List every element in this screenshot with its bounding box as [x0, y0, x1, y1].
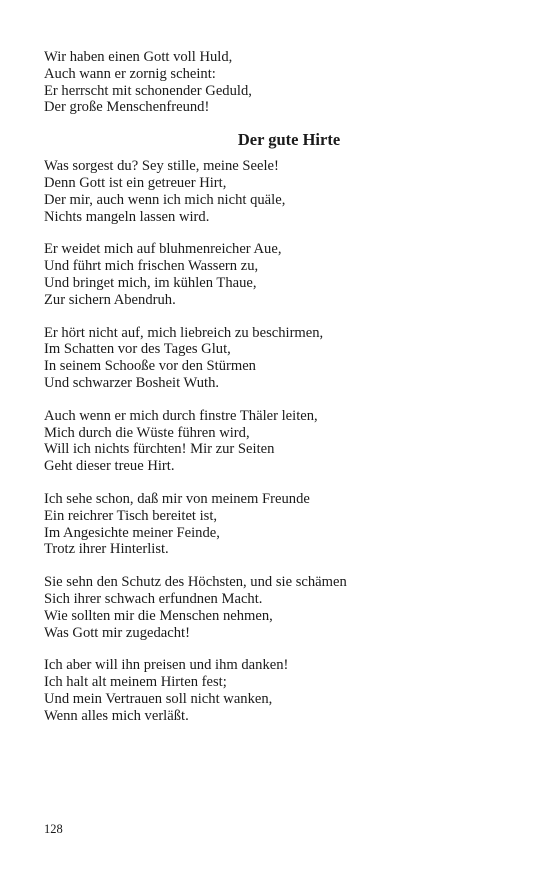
verse-line: Und mein Vertrauen soll nicht wanken, — [44, 690, 273, 707]
verse-line: Der mir, auch wenn ich mich nicht quäle, — [44, 191, 286, 208]
verse-line: Zur sichern Abendruh. — [44, 291, 176, 308]
page-number: 128 — [44, 822, 63, 836]
verse-line: Trotz ihrer Hinterlist. — [44, 541, 169, 558]
verse-line: Sich ihrer schwach erfundnen Macht. — [44, 590, 263, 607]
verse-line: Im Angesichte meiner Feinde, — [44, 524, 220, 541]
verse-line: Im Schatten vor des Tages Glut, — [44, 341, 231, 358]
verse-line: Auch wenn er mich durch finstre Thäler leiten, — [44, 407, 318, 424]
verse-line: Und bringet mich, im kühlen Thaue, — [44, 274, 257, 291]
poem-title: Der gute Hirte — [237, 130, 341, 150]
verse-line: Ich halt alt meinem Hirten fest; — [44, 674, 227, 691]
stanza-5 — [44, 491, 514, 558]
verse-line: Geht dieser treue Hirt. — [44, 458, 175, 475]
verse-line: Ich aber will ihn preisen und ihm danken! — [44, 657, 289, 674]
verse-line: Wie sollten mir die Menschen nehmen, — [44, 607, 273, 624]
stanza-7 — [44, 657, 514, 724]
verse-line: Will ich nichts fürchten! Mir zur Seiten — [44, 441, 275, 458]
verse-line: Wir haben einen Gott voll Huld, — [44, 49, 233, 65]
verse-line: Ich sehe schon, daß mir von meinem Freunde — [44, 490, 310, 507]
verse-line: Nichts mangeln lassen wird. — [44, 208, 210, 225]
page-body — [44, 49, 514, 741]
verse-line: Sie sehn den Schutz des Höchsten, und sie schämen — [44, 574, 347, 591]
verse-line: Wenn alles mich verläßt. — [44, 707, 189, 724]
verse-line: Ein reichrer Tisch bereitet ist, — [44, 507, 218, 524]
stanza-3 — [44, 325, 514, 392]
verse-line: Was sorgest du? Sey stille, meine Seele! — [44, 158, 279, 175]
verse-line: Auch wann er zornig scheint: — [44, 65, 216, 82]
verse-line: Und schwarzer Bosheit Wuth. — [44, 374, 220, 391]
previous-poem-final-stanza — [44, 49, 514, 116]
verse-line: Denn Gott ist ein getreuer Hirt, — [44, 174, 227, 191]
verse-line: Der große Menschenfreund! — [44, 99, 210, 116]
verse-line: In seinem Schooße vor den Stürmen — [44, 358, 256, 375]
verse-line: Und führt mich frischen Wassern zu, — [44, 258, 259, 275]
verse-line: Er hört nicht auf, mich liebreich zu beschirmen, — [44, 324, 324, 341]
stanza-6 — [44, 574, 514, 641]
stanza-4 — [44, 408, 514, 475]
stanza-1 — [44, 158, 514, 225]
stanza-2 — [44, 241, 514, 308]
verse-line: Mich durch die Wüste führen wird, — [44, 424, 250, 441]
verse-line: Was Gott mir zugedacht! — [44, 624, 190, 641]
verse-line: Er weidet mich auf bluhmenreicher Aue, — [44, 241, 282, 258]
verse-line: Er herrscht mit schonender Geduld, — [44, 82, 252, 99]
